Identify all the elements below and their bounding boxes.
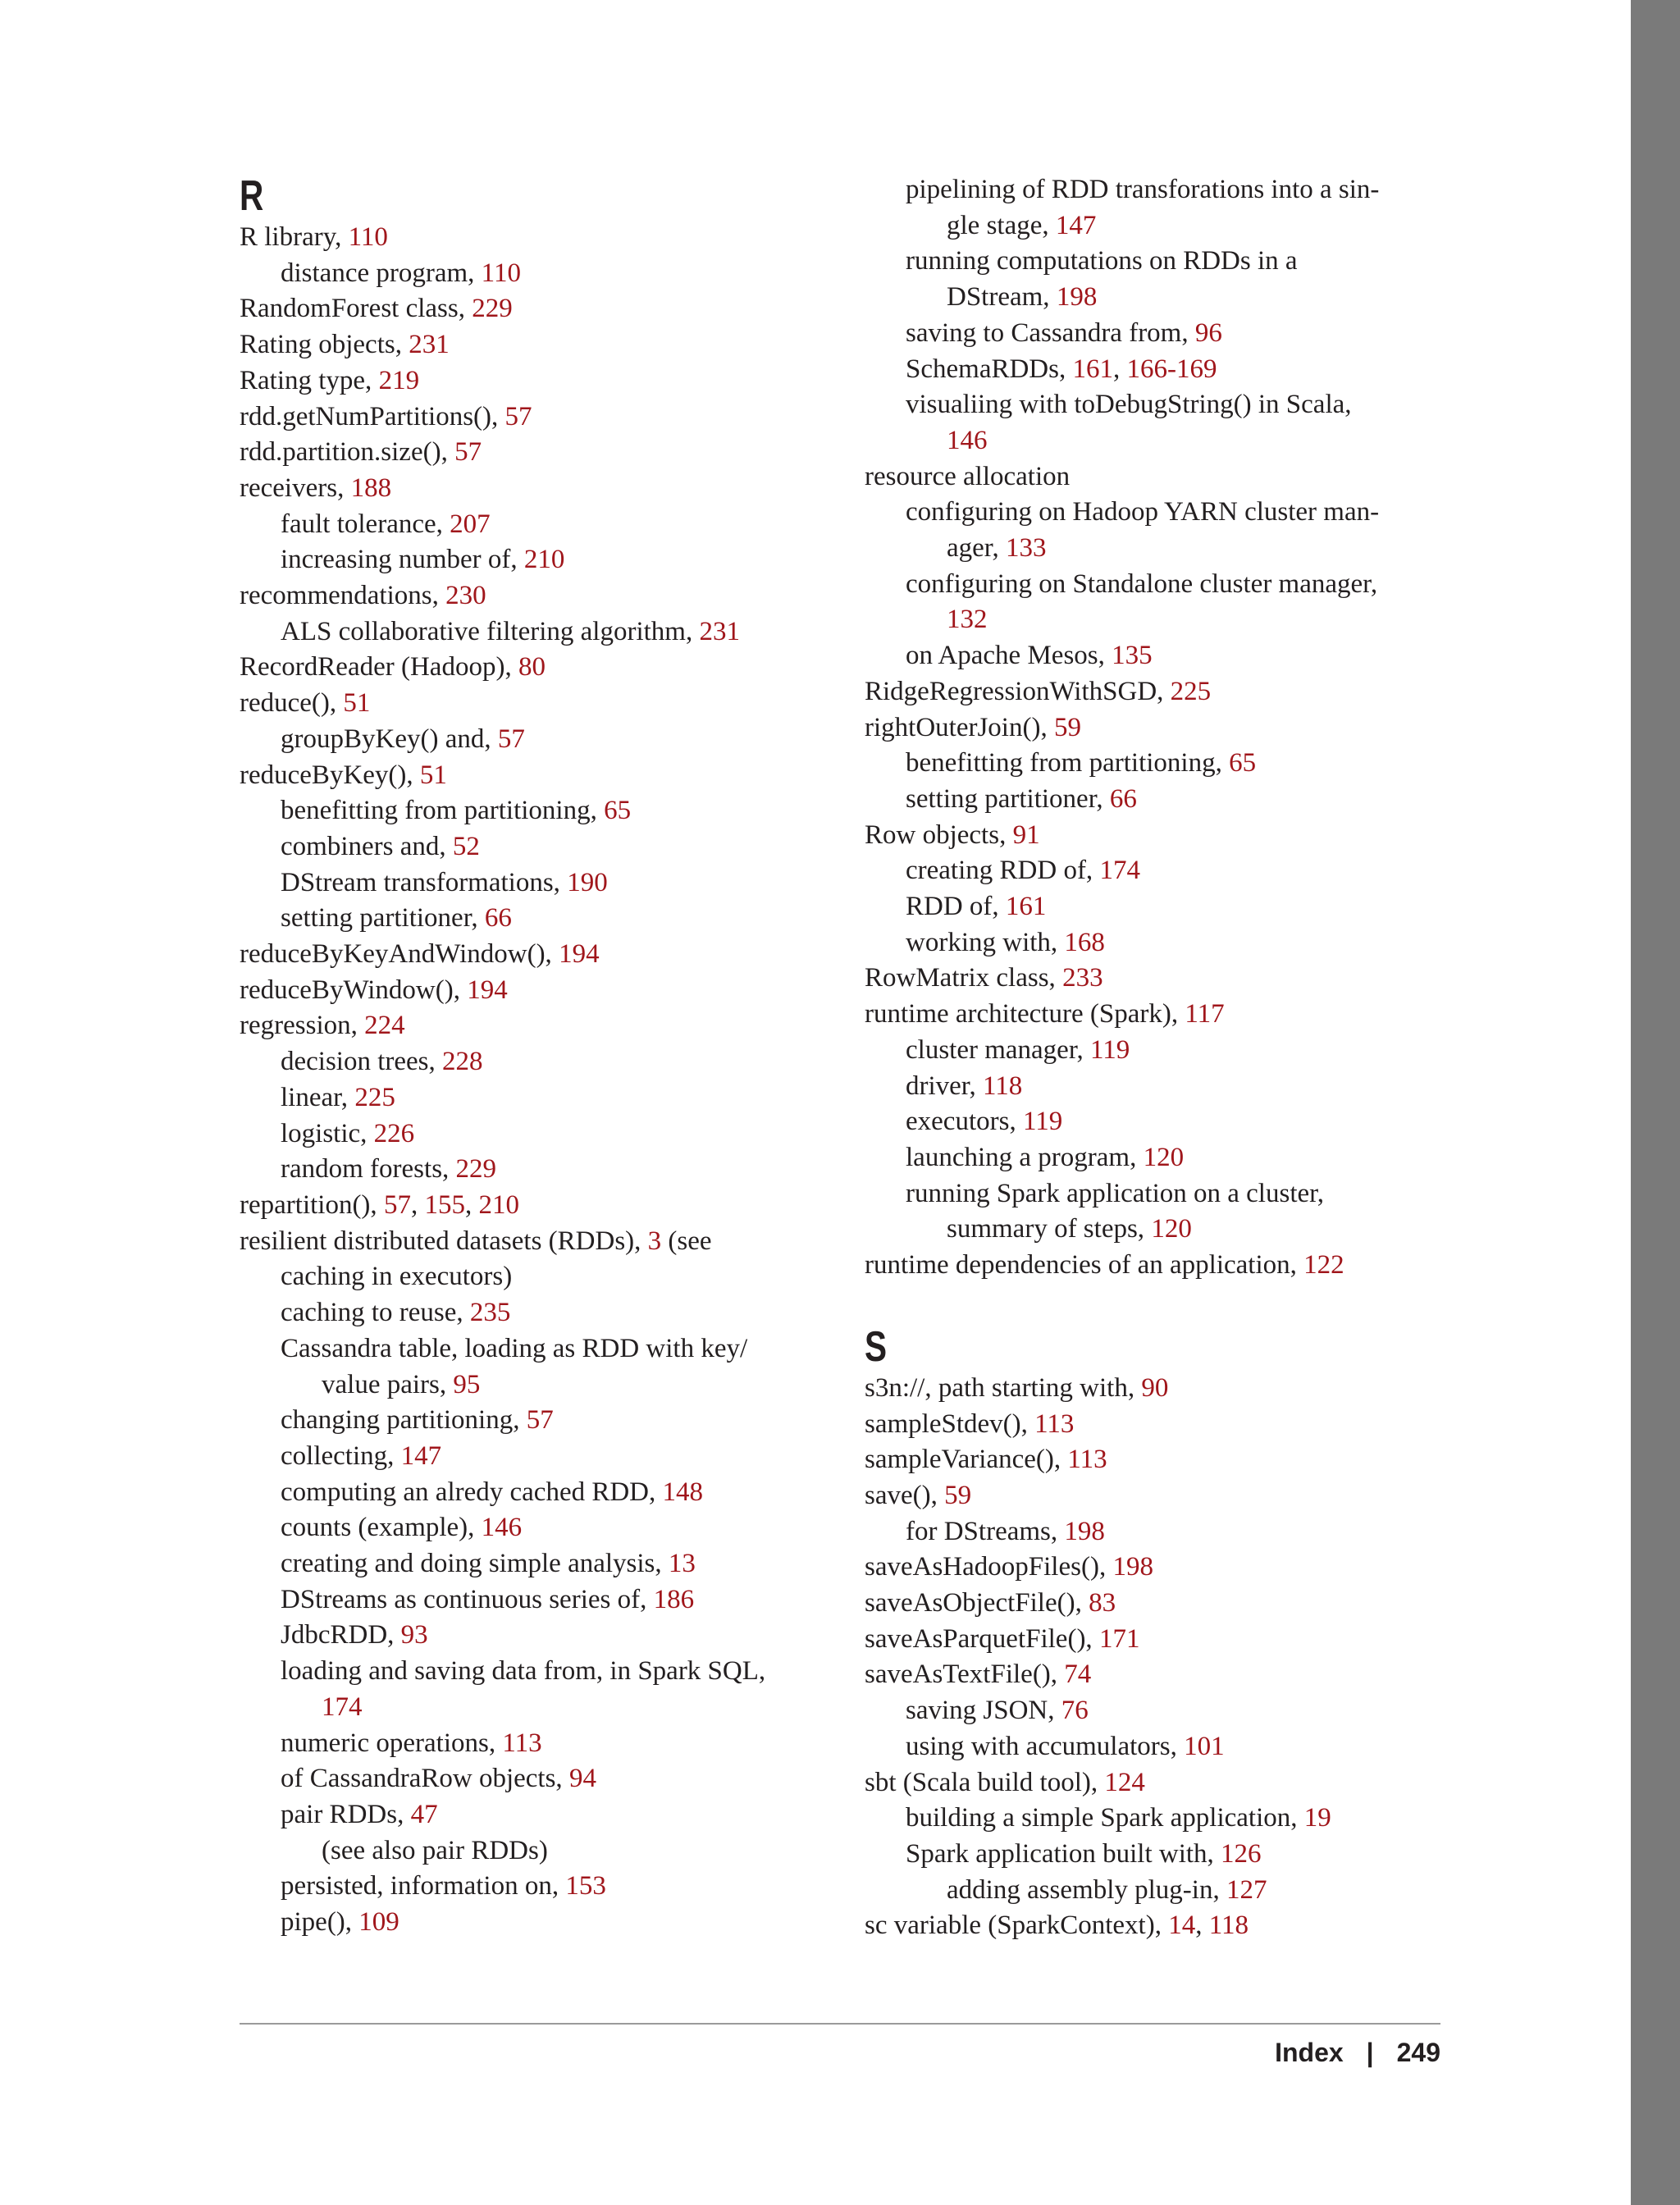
page-ref-link[interactable]: 207 <box>450 509 491 539</box>
index-term-suffix: (see <box>661 1226 712 1256</box>
page-ref-link[interactable]: 188 <box>350 472 392 503</box>
page-ref-link[interactable]: 57 <box>497 724 525 754</box>
index-entry <box>240 614 879 651</box>
index-entry <box>865 495 1504 531</box>
page-ref-link[interactable]: 57 <box>383 1189 411 1220</box>
index-entry <box>865 1873 1504 1909</box>
index-term: driver, <box>906 1071 983 1101</box>
index-term: rdd.partition.size(), <box>240 437 455 468</box>
index-entry-continuation <box>240 1367 879 1404</box>
index-term: JdbcRDD, <box>281 1620 401 1650</box>
index-entry <box>865 853 1504 889</box>
page-ref-link[interactable]: 122 <box>1303 1250 1344 1281</box>
index-entry <box>240 1869 879 1905</box>
index-entry <box>865 1407 1504 1443</box>
index-term: sampleVariance(), <box>865 1445 1068 1475</box>
page-ref-link[interactable]: 57 <box>454 437 482 468</box>
index-entry <box>865 244 1504 280</box>
index-term: reduceByWindow(), <box>240 975 468 1005</box>
page-ref-link[interactable]: 198 <box>1056 282 1098 313</box>
index-entry <box>240 1510 879 1546</box>
page-ref-link[interactable]: 198 <box>1112 1552 1153 1582</box>
page-ref-link[interactable]: 235 <box>469 1298 511 1328</box>
page-ref-link[interactable]: 155 <box>424 1189 465 1220</box>
index-entry <box>240 578 879 614</box>
page-ref-link[interactable]: 171 <box>1098 1623 1140 1654</box>
page-ref-link[interactable]: 194 <box>559 939 600 970</box>
index-entry <box>240 1224 879 1260</box>
page-ref-link[interactable]: 57 <box>504 401 532 431</box>
index-column-right <box>865 172 1504 1944</box>
index-term: repartition(), <box>240 1189 384 1220</box>
page-ref-link[interactable]: 231 <box>409 330 450 360</box>
index-entry <box>240 686 879 722</box>
index-entry <box>865 1248 1504 1284</box>
index-entry <box>865 1371 1504 1407</box>
index-term: configuring on Standalone cluster manager, <box>906 568 1378 599</box>
page-ref-link[interactable]: 135 <box>1112 641 1153 671</box>
index-entry <box>865 1550 1504 1586</box>
page-ref-link[interactable]: 186 <box>653 1584 695 1614</box>
index-term: RowMatrix class, <box>865 963 1063 993</box>
index-term: linear, <box>281 1082 355 1112</box>
page-footer <box>1275 2034 1440 2070</box>
page-ref-link[interactable]: 228 <box>442 1047 483 1077</box>
index-term: rdd.getNumPartitions(), <box>240 401 505 431</box>
footer-separator: | <box>1366 2038 1374 2067</box>
page-ref-link[interactable]: 190 <box>567 867 608 897</box>
index-term: increasing number of, <box>281 545 524 575</box>
index-entry <box>240 1582 879 1618</box>
index-entry <box>865 674 1504 710</box>
index-term: configuring on Hadoop YARN cluster man- <box>906 497 1380 527</box>
page-ref-link[interactable]: 113 <box>502 1728 542 1758</box>
page-ref-link[interactable]: 226 <box>373 1118 415 1148</box>
index-term: RecordReader (Hadoop), <box>240 652 518 682</box>
page-ref-link[interactable]: 161 <box>1072 354 1113 384</box>
page-ref-link[interactable]: 47 <box>410 1799 438 1829</box>
page-ref-link[interactable]: 126 <box>1221 1838 1262 1869</box>
index-entry <box>865 387 1504 423</box>
index-entry <box>865 1442 1504 1478</box>
index-entry <box>240 829 879 865</box>
index-term: decision trees, <box>281 1047 443 1077</box>
index-entry <box>865 638 1504 674</box>
page-ref-link[interactable]: 148 <box>662 1477 704 1507</box>
page-ref-link[interactable]: 168 <box>1064 927 1105 957</box>
section-letter: R <box>240 172 264 220</box>
index-entry <box>240 399 879 436</box>
page-ref-link[interactable]: 65 <box>1229 748 1257 778</box>
index-term: R library, <box>240 222 349 252</box>
page-ref-link[interactable]: 133 <box>1005 533 1047 564</box>
page-ref-link[interactable]: 119 <box>1090 1034 1130 1065</box>
section-spacer <box>865 1284 1504 1323</box>
page-ref-link[interactable]: 198 <box>1064 1516 1105 1546</box>
page-ref-link[interactable]: 119 <box>1022 1107 1063 1137</box>
index-term: reduceByKey(), <box>240 760 420 790</box>
page-ref-link[interactable]: 147 <box>1055 210 1097 240</box>
page-ref-link[interactable]: 66 <box>484 903 512 934</box>
page-ref-link[interactable]: 161 <box>1005 892 1047 922</box>
index-term: running computations on RDDs in a <box>906 246 1298 276</box>
index-term: Row objects, <box>865 819 1013 850</box>
index-term: creating RDD of, <box>906 856 1100 886</box>
index-term: reduceByKeyAndWindow(), <box>240 939 559 970</box>
index-term: runtime dependencies of an application, <box>865 1250 1304 1281</box>
index-entry <box>240 1905 879 1941</box>
page-ref-link[interactable]: 127 <box>1226 1874 1267 1905</box>
page-ref-link[interactable]: 109 <box>358 1907 399 1938</box>
page-ref-separator: , <box>1195 1911 1209 1941</box>
index-entry <box>865 746 1504 782</box>
page-ref-link[interactable]: 146 <box>481 1513 523 1543</box>
page-ref-link[interactable]: 153 <box>565 1871 606 1901</box>
index-entry <box>865 710 1504 746</box>
page-ref-link[interactable]: 83 <box>1089 1588 1116 1618</box>
index-entry <box>240 973 879 1009</box>
index-term: Cassandra table, loading as RDD with key/ <box>281 1333 748 1363</box>
index-entry <box>865 172 1504 208</box>
index-term: RandomForest class, <box>240 294 472 324</box>
index-term: value pairs, <box>322 1369 454 1399</box>
index-entry <box>865 1033 1504 1069</box>
page-ref-link[interactable]: 117 <box>1185 999 1225 1029</box>
index-entry <box>240 1044 879 1080</box>
index-term: collecting, <box>281 1440 401 1471</box>
page-ref-link[interactable]: 194 <box>467 975 508 1005</box>
index-term: pair RDDs, <box>281 1799 411 1829</box>
index-term: summary of steps, <box>947 1214 1152 1244</box>
index-entry <box>240 542 879 578</box>
index-term: launching a program, <box>906 1142 1144 1172</box>
index-term: SchemaRDDs, <box>906 354 1073 384</box>
index-term: saveAsObjectFile(), <box>865 1588 1089 1618</box>
page-ref-link[interactable]: 57 <box>526 1405 554 1436</box>
index-term: gle stage, <box>947 210 1056 240</box>
index-entry <box>240 471 879 507</box>
page-edge-shadow <box>1631 0 1680 2205</box>
index-entry <box>240 1475 879 1511</box>
index-term: building a simple Spark application, <box>906 1803 1304 1833</box>
index-term: saveAsTextFile(), <box>865 1659 1065 1690</box>
page-ref-link[interactable]: 210 <box>523 545 565 575</box>
page-ref-link[interactable]: 13 <box>668 1549 696 1579</box>
index-entry <box>240 1618 879 1654</box>
index-entry <box>865 1586 1504 1622</box>
index-entry <box>240 1008 879 1044</box>
index-term: Rating objects, <box>240 330 409 360</box>
index-entry <box>865 316 1504 352</box>
index-term: of CassandraRow objects, <box>281 1764 569 1794</box>
index-entry <box>865 1765 1504 1801</box>
index-term: pipelining of RDD transforations into a sin- <box>906 175 1380 204</box>
index-entry <box>865 1837 1504 1873</box>
index-entry <box>240 1654 879 1690</box>
index-entry <box>865 782 1504 818</box>
index-term: resilient distributed datasets (RDDs), <box>240 1226 648 1256</box>
index-entry <box>240 256 879 292</box>
page-ref-link[interactable]: 230 <box>445 581 486 611</box>
index-entry <box>240 1439 879 1475</box>
index-term: Spark application built with, <box>906 1838 1221 1869</box>
index-term: saveAsHadoopFiles(), <box>865 1552 1113 1582</box>
index-entry <box>240 1726 879 1762</box>
index-term: visualiing with toDebugString() in Scala, <box>906 390 1352 420</box>
page-ref-link[interactable]: 94 <box>568 1764 596 1794</box>
page-ref-link[interactable]: 59 <box>944 1480 972 1510</box>
page-ref-link[interactable]: 146 <box>947 425 988 455</box>
index-term: persisted, information on, <box>281 1871 566 1901</box>
index-term: Rating type, <box>240 365 379 395</box>
index-term: working with, <box>906 927 1065 957</box>
index-term: (see also pair RDDs) <box>322 1835 548 1865</box>
index-term: running Spark application on a cluster, <box>906 1178 1325 1208</box>
index-entry <box>240 1080 879 1116</box>
index-entry <box>865 1622 1504 1658</box>
page-ref-link[interactable]: 118 <box>982 1071 1023 1101</box>
page-ref-link[interactable]: 219 <box>378 365 420 395</box>
page-ref-link[interactable]: 91 <box>1012 819 1040 850</box>
page-ref-link[interactable]: 3 <box>647 1226 662 1256</box>
index-term: RDD of, <box>906 892 1006 922</box>
index-term: computing an alredy cached RDD, <box>281 1477 663 1507</box>
index-entry-continuation <box>865 208 1504 244</box>
index-entry <box>240 1295 879 1331</box>
index-entry <box>865 1104 1504 1140</box>
index-term: saving to Cassandra from, <box>906 317 1195 348</box>
index-entry <box>865 889 1504 925</box>
index-term: for DStreams, <box>906 1516 1065 1546</box>
index-term: on Apache Mesos, <box>906 641 1112 671</box>
page-ref-link[interactable]: 95 <box>453 1369 481 1399</box>
index-entry-continuation <box>865 1212 1504 1248</box>
index-term: groupByKey() and, <box>281 724 498 754</box>
index-entry <box>865 925 1504 961</box>
index-entry <box>865 1693 1504 1729</box>
page-ref-link[interactable]: 118 <box>1208 1911 1249 1941</box>
page-ref-link[interactable]: 225 <box>1170 676 1212 706</box>
index-term: DStreams as continuous series of, <box>281 1584 654 1614</box>
index-term: random forests, <box>281 1154 456 1185</box>
index-entry <box>240 901 879 937</box>
index-term: caching to reuse, <box>281 1298 470 1328</box>
page-ref-link[interactable]: 225 <box>354 1082 395 1112</box>
index-entry <box>240 937 879 973</box>
index-entry <box>865 1514 1504 1550</box>
index-entry <box>865 997 1504 1033</box>
page-ref-link[interactable]: 51 <box>343 688 371 719</box>
index-entry <box>865 1908 1504 1944</box>
page-ref-link[interactable]: 101 <box>1184 1731 1225 1761</box>
page-ref-link[interactable]: 76 <box>1061 1696 1089 1726</box>
index-term: setting partitioner, <box>906 783 1110 814</box>
index-entry <box>240 1152 879 1188</box>
index-entry <box>240 220 879 256</box>
index-term: loading and saving data from, in Spark SQL, <box>281 1656 766 1687</box>
page-ref-link[interactable]: 110 <box>348 222 388 252</box>
page-ref-link[interactable]: 166-169 <box>1126 354 1217 384</box>
page-ref-link[interactable]: 52 <box>452 831 480 861</box>
index-entry <box>865 1729 1504 1765</box>
index-term: DStream transformations, <box>281 867 568 897</box>
page-ref-link[interactable]: 19 <box>1303 1803 1331 1833</box>
page-ref-link[interactable]: 147 <box>400 1440 442 1471</box>
footer-section-label: Index <box>1275 2038 1344 2067</box>
index-term: creating and doing simple analysis, <box>281 1549 669 1579</box>
index-entry <box>865 1478 1504 1514</box>
index-term: s3n://, path starting with, <box>865 1372 1142 1403</box>
page-ref-link[interactable]: 14 <box>1168 1911 1196 1941</box>
page-ref-link[interactable]: 120 <box>1151 1214 1192 1244</box>
index-entry <box>240 291 879 327</box>
index-term: sbt (Scala build tool), <box>865 1767 1105 1797</box>
page-ref-link[interactable]: 65 <box>604 796 632 826</box>
index-term: benefitting from partitioning, <box>281 796 605 826</box>
index-entry <box>240 758 879 794</box>
index-term: counts (example), <box>281 1513 482 1543</box>
index-term: save(), <box>865 1480 945 1510</box>
index-entry <box>865 352 1504 388</box>
index-term: adding assembly plug-in, <box>947 1874 1226 1905</box>
index-entry <box>240 722 879 758</box>
page-ref-link[interactable]: 51 <box>419 760 447 790</box>
index-entry <box>240 793 879 829</box>
footer-rule <box>240 2023 1440 2025</box>
index-term: setting partitioner, <box>281 903 485 934</box>
page-ref-link[interactable]: 229 <box>472 294 513 324</box>
index-entry <box>240 435 879 471</box>
index-term: RidgeRegressionWithSGD, <box>865 676 1171 706</box>
index-term: executors, <box>906 1107 1023 1137</box>
index-entry <box>240 1833 879 1869</box>
page-ref-link[interactable]: 210 <box>478 1189 519 1220</box>
index-entry <box>865 1176 1504 1212</box>
page-ref-link[interactable]: 96 <box>1194 317 1222 348</box>
index-entry <box>240 507 879 543</box>
index-term: combiners and, <box>281 831 453 861</box>
page-ref-link[interactable]: 90 <box>1141 1372 1169 1403</box>
index-entry <box>240 650 879 686</box>
index-term: regression, <box>240 1011 365 1041</box>
page-ref-separator: , <box>1112 354 1127 384</box>
page-ref-link[interactable]: 174 <box>1099 856 1140 886</box>
index-term: cluster manager, <box>906 1034 1090 1065</box>
page-ref-separator: , <box>410 1189 425 1220</box>
index-entry <box>865 459 1504 495</box>
index-entry-continuation <box>865 602 1504 638</box>
page-ref-link[interactable]: 110 <box>481 258 521 288</box>
page-ref-link[interactable]: 224 <box>364 1011 405 1041</box>
index-term: runtime architecture (Spark), <box>865 999 1185 1029</box>
page-ref-link[interactable]: 74 <box>1064 1659 1092 1690</box>
index-entry <box>865 1657 1504 1693</box>
index-term: numeric operations, <box>281 1728 503 1758</box>
page-ref-link[interactable]: 174 <box>322 1691 363 1722</box>
page-ref-link[interactable]: 66 <box>1109 783 1137 814</box>
page-ref-link[interactable]: 229 <box>455 1154 497 1185</box>
index-entry <box>240 327 879 363</box>
index-entry <box>865 1069 1504 1105</box>
index-entry <box>865 961 1504 997</box>
page-ref-link[interactable]: 113 <box>1034 1408 1075 1439</box>
index-entry <box>240 1761 879 1797</box>
index-entry-continuation <box>865 280 1504 316</box>
page-ref-link[interactable]: 120 <box>1143 1142 1185 1172</box>
index-term: caching in executors) <box>281 1262 513 1292</box>
index-entry <box>240 1546 879 1582</box>
index-entry <box>240 1797 879 1833</box>
index-entry <box>240 865 879 902</box>
index-term: recommendations, <box>240 581 446 611</box>
index-term: resource allocation <box>865 461 1071 491</box>
index-entry <box>865 1140 1504 1176</box>
index-term: DStream, <box>947 282 1057 313</box>
index-term: receivers, <box>240 472 351 503</box>
index-term: rightOuterJoin(), <box>865 712 1054 742</box>
page-ref-link[interactable]: 124 <box>1104 1767 1145 1797</box>
index-term: logistic, <box>281 1118 374 1148</box>
index-entry-continuation <box>240 1690 879 1726</box>
index-entry <box>240 1188 879 1224</box>
page-ref-link[interactable]: 132 <box>947 605 988 635</box>
page-number: 249 <box>1396 2038 1440 2067</box>
page-ref-link[interactable]: 80 <box>518 652 546 682</box>
index-term: sampleStdev(), <box>865 1408 1035 1439</box>
index-entry <box>240 1116 879 1153</box>
index-term: pipe(), <box>281 1907 359 1938</box>
index-entry-continuation <box>865 531 1504 567</box>
index-term: ager, <box>947 533 1006 564</box>
index-term: saving JSON, <box>906 1696 1061 1726</box>
index-term: fault tolerance, <box>281 509 450 539</box>
page-ref-link[interactable]: 93 <box>400 1620 428 1650</box>
page-ref-link[interactable]: 59 <box>1053 712 1081 742</box>
index-term: changing partitioning, <box>281 1405 527 1436</box>
index-term: using with accumulators, <box>906 1731 1185 1761</box>
index-entry <box>865 818 1504 854</box>
page-ref-link[interactable]: 233 <box>1062 963 1103 993</box>
index-term: reduce(), <box>240 688 344 719</box>
index-term: saveAsParquetFile(), <box>865 1623 1099 1654</box>
page-ref-link[interactable]: 231 <box>699 616 740 646</box>
page-ref-separator: , <box>464 1189 479 1220</box>
index-term: benefitting from partitioning, <box>906 748 1230 778</box>
index-entry-continuation <box>865 423 1504 459</box>
index-entry <box>240 1403 879 1439</box>
page-ref-link[interactable]: 113 <box>1067 1445 1107 1475</box>
index-entry <box>865 567 1504 603</box>
index-term: ALS collaborative filtering algorithm, <box>281 616 700 646</box>
index-term: distance program, <box>281 258 482 288</box>
section-letter: S <box>865 1322 888 1371</box>
index-entry <box>865 1801 1504 1837</box>
index-term: sc variable (SparkContext), <box>865 1911 1169 1941</box>
index-entry <box>240 363 879 399</box>
index-column-left <box>240 172 879 1941</box>
index-entry <box>240 1331 879 1367</box>
index-entry <box>240 1259 879 1295</box>
